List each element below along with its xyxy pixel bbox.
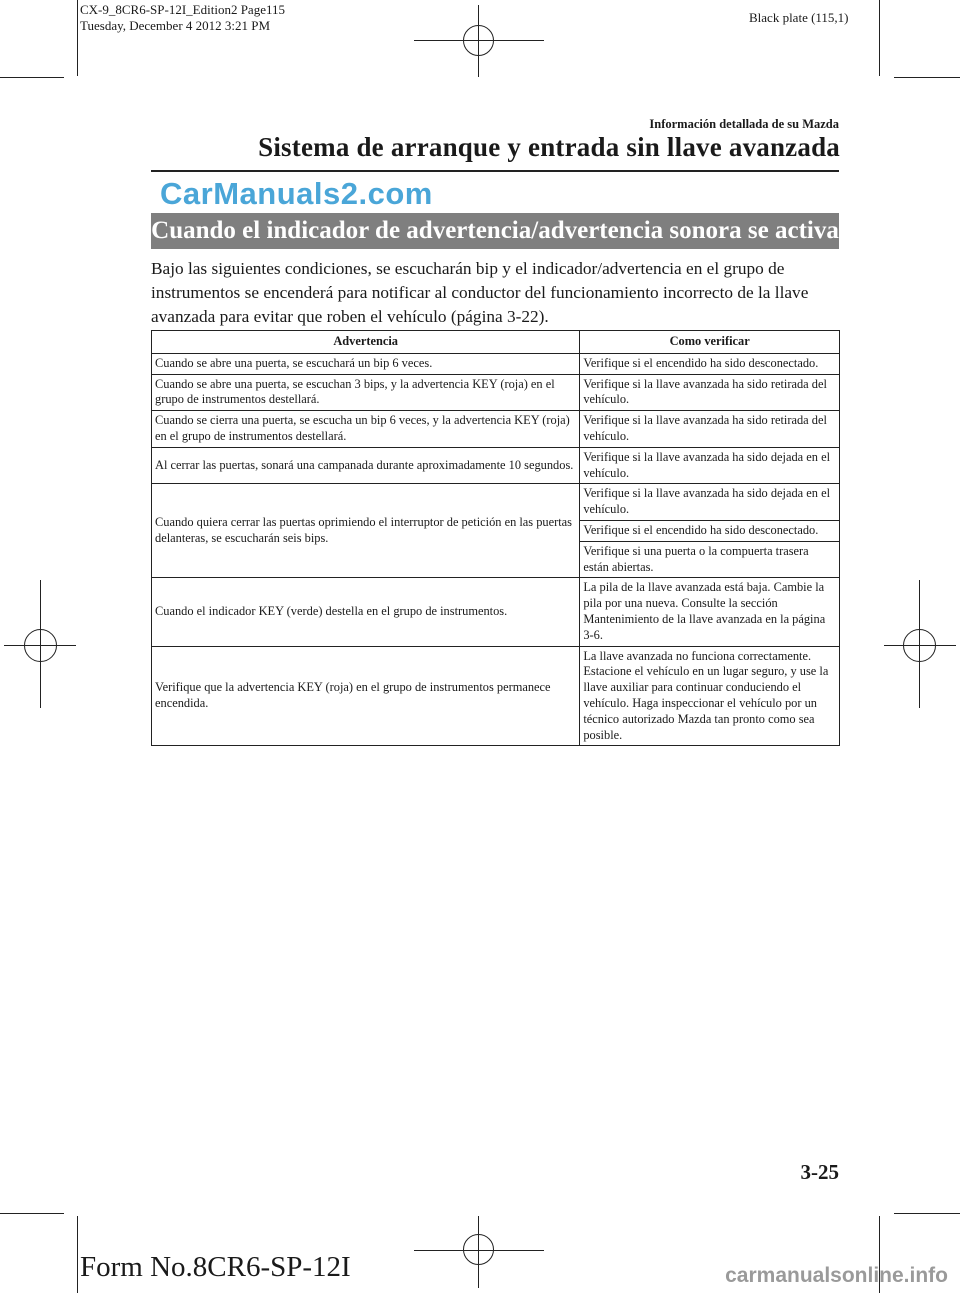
watermark-logo: CarManuals2.com xyxy=(160,176,433,211)
form-number: Form No.8CR6-SP-12I xyxy=(80,1251,351,1283)
title-rule xyxy=(151,170,839,172)
table-row xyxy=(152,411,840,448)
check-cell: Verifique si el encendido ha sido desconectado. xyxy=(580,353,840,374)
file-name: CX-9_8CR6-SP-12I_Edition2 Page115 xyxy=(80,2,285,17)
check-cell: Verifique si la llave avanzada ha sido retirada del vehículo. xyxy=(580,411,840,448)
warning-cell: Cuando se abre una puerta, se escuchará un bip 6 veces. xyxy=(152,353,580,374)
chapter-heading: Información detallada de su Mazda xyxy=(649,117,839,131)
column-header-check: Como verificar xyxy=(580,331,840,354)
warning-cell: Verifique que la advertencia KEY (roja) en el grupo de instrumentos permanece encendida. xyxy=(152,646,580,746)
warning-cell: Cuando se abre una puerta, se escuchan 3 bips, y la advertencia KEY (roja) en el grupo de instrumentos destellará. xyxy=(152,374,580,411)
check-cell: La pila de la llave avanzada está baja. Cambie la pila por una nueva. Consulte la sección Mantenimiento de la llave avanzada en la página 3-6. xyxy=(580,578,840,646)
print-file-info xyxy=(80,2,285,34)
plate-label: Black plate (115,1) xyxy=(749,10,849,25)
table-header-row xyxy=(152,331,840,354)
check-cell: Verifique si la llave avanzada ha sido retirada del vehículo. xyxy=(580,374,840,411)
print-timestamp: Tuesday, December 4 2012 3:21 PM xyxy=(80,18,271,33)
table-row xyxy=(152,484,840,521)
site-watermark: carmanualsonline.info xyxy=(725,1264,948,1287)
table-row xyxy=(152,374,840,411)
warning-table-wrapper xyxy=(151,330,840,746)
warning-cell: Cuando el indicador KEY (verde) destella en el grupo de instrumentos. xyxy=(152,578,580,646)
check-cell: La llave avanzada no funciona correctamente. Estacione el vehículo en un lugar seguro, y use la llave auxiliar para continuar conduciendo el vehículo. Haga inspeccionar el vehículo por un técnico autorizado Mazda tan pronto como sea posible. xyxy=(580,646,840,746)
table-row xyxy=(152,646,840,746)
column-header-warning: Advertencia xyxy=(152,331,580,354)
check-cell: Verifique si la llave avanzada ha sido dejada en el vehículo. xyxy=(580,447,840,484)
section-title: Sistema de arranque y entrada sin llave avanzada xyxy=(258,132,840,162)
table-row xyxy=(152,447,840,484)
warning-cell: Cuando quiera cerrar las puertas oprimiendo el interruptor de petición en las puertas delanteras, se escucharán seis bips. xyxy=(152,484,580,578)
page-number: 3-25 xyxy=(800,1160,839,1184)
intro-paragraph: Bajo las siguientes condiciones, se escucharán bip y el indicador/advertencia en el grupo de instrumentos se encenderá para notificar al conductor del funcionamiento incorrecto de la llave avanzada para evitar que roben el vehículo (página 3-22). xyxy=(151,259,809,326)
warning-table xyxy=(151,330,840,746)
check-cell: Verifique si el encendido ha sido desconectado. xyxy=(580,520,840,541)
check-cell: Verifique si una puerta o la compuerta trasera están abiertas. xyxy=(580,541,840,578)
warning-cell: Al cerrar las puertas, sonará una campanada durante aproximadamente 10 segundos. xyxy=(152,447,580,484)
subsection-banner: Cuando el indicador de advertencia/advertencia sonora se activa xyxy=(151,213,839,249)
table-row xyxy=(152,353,840,374)
warning-cell: Cuando se cierra una puerta, se escucha un bip 6 veces, y la advertencia KEY (roja) en el grupo de instrumentos destellará. xyxy=(152,411,580,448)
table-row xyxy=(152,578,840,646)
check-cell: Verifique si la llave avanzada ha sido dejada en el vehículo. xyxy=(580,484,840,521)
